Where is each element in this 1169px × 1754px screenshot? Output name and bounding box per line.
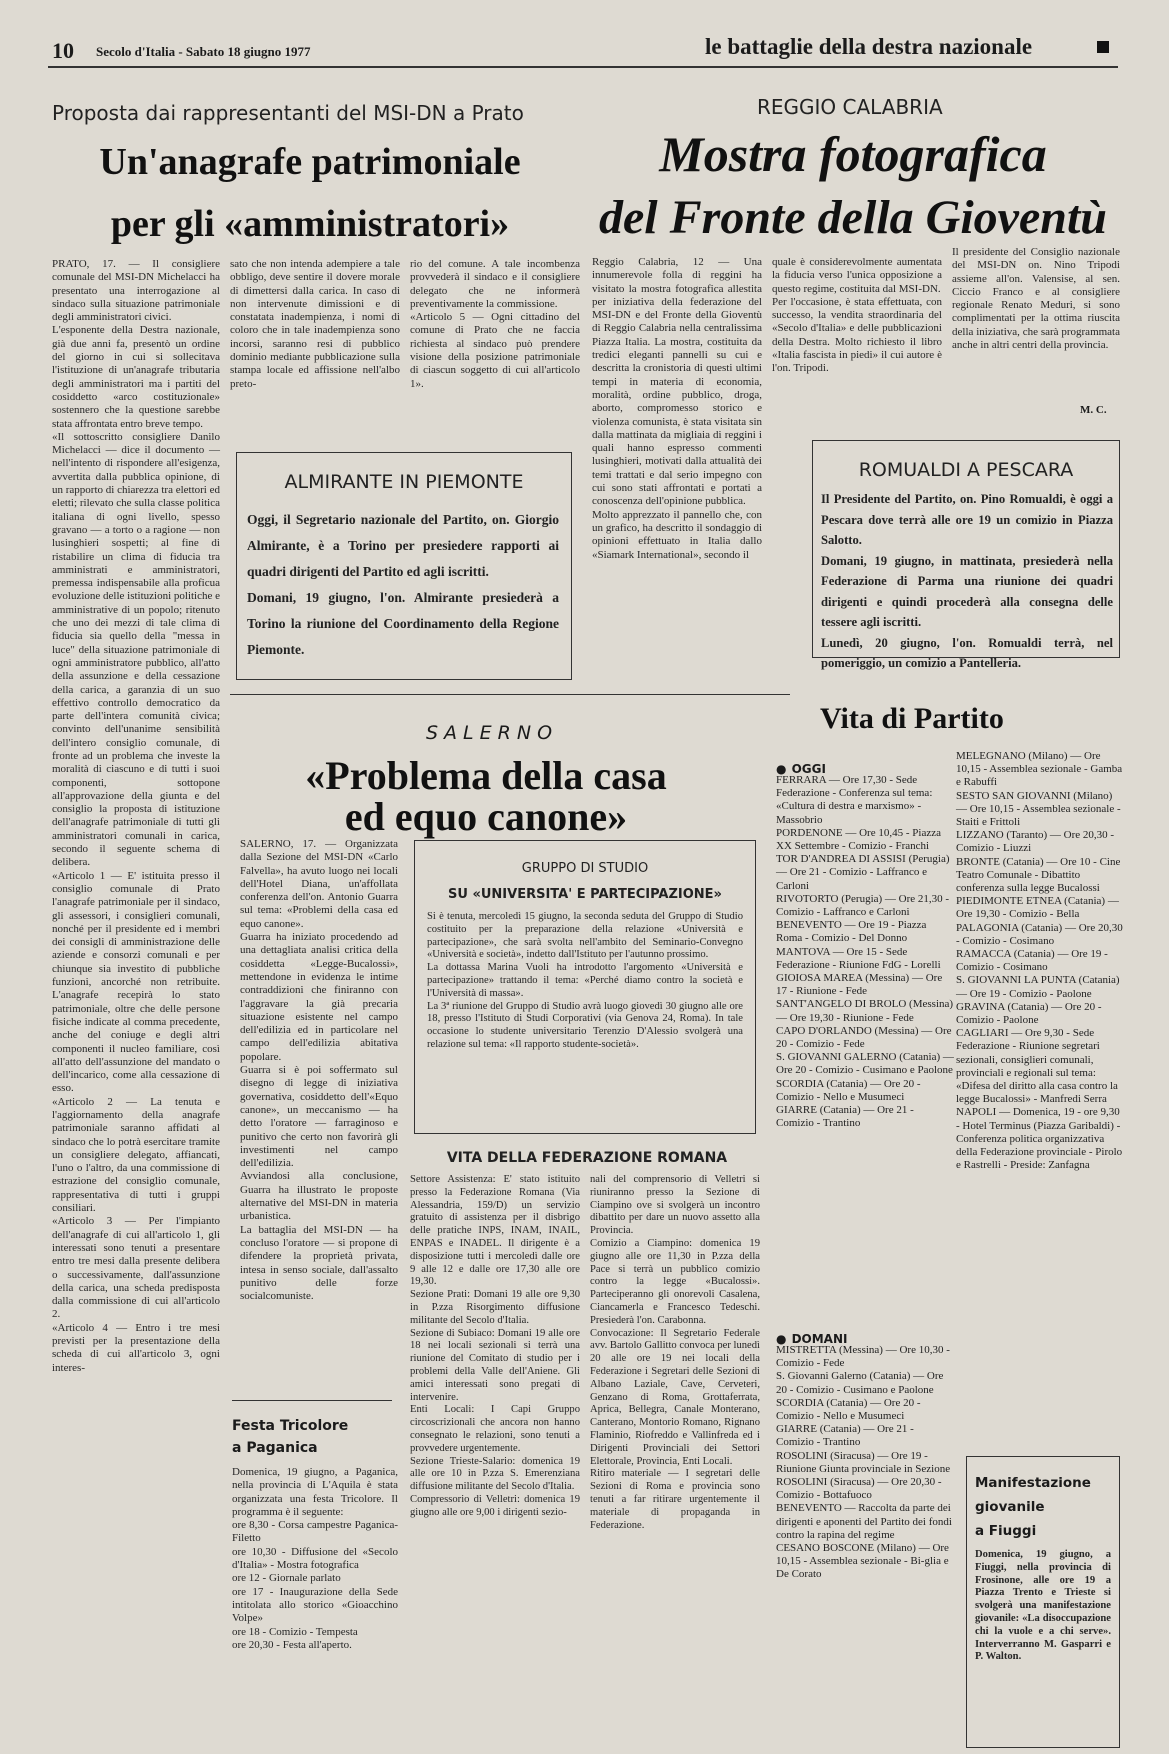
- paper-info: Secolo d'Italia - Sabato 18 giugno 1977: [96, 44, 311, 59]
- salerno-kicker: SALERNO: [426, 722, 559, 744]
- federazione-romana-col2: nali del comprensorio di Velletri si riuniranno presso la Sezione di Ciampino ove si svolgerà un incontro dibattito per dare un nuovo assetto alla Provincia. Comizio a Ciampino: domenica 19 giugno alle ore 11,30 in P.zza della Pace si terrà un pubblico comizio contro la legge «Bucalossi». Parteciperanno gli onorevoli Casalena, Ciancamerla e Francesco Tedeschi. Presiederà l'on. Carabonna. Convocazione: Il Segretario Federale avv. Bartolo Gallitto convoca per lunedì 20 alle ore 19 nei locali della Federazione i Segretari delle Sezioni di Albano Laziale, Cave, Cerveteri, Genzano di Roma, Grottaferrata, Aprica, Bellegra, Canale Monterano, Canterano, Montorio Romano, Rignano Flaminio, Riofreddo e Vallinfreda ed i Dirigenti Provinciali dei Settori Elettorale, Provincia, Enti Locali. Ritiro materiale — I segretari delle Sezioni di Roma e provincia sono tenuti a far ritirare urgentemente il materiale di propaganda in Federazione.: [590, 1174, 760, 1531]
- festa-divider: [232, 1400, 392, 1401]
- reggio-article-col2: quale è considerevolmente aumentata la fiducia verso l'unica opposizione a questo regime, costituita dal MSI-DN. Per l'occasione, è stata effettuata, con successo, la vendita straordinaria del «Secolo d'Italia» e delle pubblicazioni della Destra. Molto richiesto il libro «Italia fascista in piedi» il cui autore è l'on. Tripodi.: [772, 256, 942, 375]
- vita-partito-oggi-list: FERRARA — Ore 17,30 - Sede Federazione - Conferenza sul tema: «Cultura di destra e marxismo» - Massobrio PORDENONE — Ore 10,45 - Piazza XX Settembre - Comizio - Franchi TOR D'ANDREA DI ASSISI (Perugia) — Ore 21 - Comizio - Laffranco e Carloni RIVOTORTO (Perugia) — Ore 21,30 - Comizio - Laffranco e Carloni BENEVENTO — Ore 19 - Piazza Roma - Comizio - Del Donno MANTOVA — Ore 15 - Sede Federazione - Riunione FdG - Lorelli GIOIOSA MAREA (Messina) — Ore 17 - Riunione - Fede SANT'ANGELO DI BROLO (Messina) — Ore 19,30 - Riunione - Fede CAPO D'ORLANDO (Messina) — Ore 20 - Comizio - Fede S. GIOVANNI GALERNO (Catania) — Ore 20 - Comizio - Cusimano e Paolone SCORDIA (Catania) — Ore 20 - Comizio - Nello e Musumeci GIARRE (Catania) — Ore 21 - Comizio - Trantino: [776, 774, 954, 1130]
- fiuggi-body: Domenica, 19 giugno, a Fiuggi, nella provincia di Frosinone, alle ore 19 a Piazza Trento e Trieste si svolgerà una manifestazione giovanile: «La disoccupazione chi la vuole e a chi serve». Interverranno M. Gasparri e P. Walton.: [975, 1549, 1111, 1663]
- prato-article-col1: PRATO, 17. — Il consigliere comunale del MSI-DN Michelacci ha presentato una interrogazione al sindaco sulla situazione patrimoniale degli amministratori civici. L'esponente della Destra nazionale, già due anni fa, presentò un ordine del giorno in cui si sollecitava l'istituzione di un'anagrafe tributaria degli amministratori ma i partiti del cosiddetto «arco costituzionale» sostennero che la questione sarebbe stata affrontata entro breve tempo. «Il sottoscritto consigliere Danilo Michelacci — dice il documento — nell'intento di rispondere all'esigenza, avvertita dalla pubblica opinione, di un rapporto di chiarezza tra elettori ed eletti; rilevato che sulla classe politica italiana di ogni livello, spesso gravano — a torto o a ragione — non lusinghieri sospetti; al fine di ristabilire un clima di fiducia tra amministrati e amministratori, premessa indispensabile alla proficua evoluzione delle istituzioni politiche e amministrative di un popolo; ritenuto che uno dei mezzi di tale clima di fiducia sia quello della "messa in luce" della situazione patrimoniale di ogni amministratore pubblico, all'atto della assunzione e della cessazione della carica, a garanzia di un suo effettivo controllo democratico da parte dell'intera comunità civica; convinto dell'unanime sensibilità dell'intero consiglio comunale, di fronte ad un problema che investe la moralità di ciascuno e di tutti i suoi componenti, sottopone all'approvazione della giunta e del consiglio la proposta di istituzione dell'anagrafe patrimoniale di tutti gli amministratori comunali in carica, secondo il seguente schema di delibera. «Articolo 1 — E' istituita presso il consiglio comunale di Prato l'anagrafe patrimoniale per il sindaco, gli assessori, i consiglieri comunali, nonché per il presidente ed i membri dei consigli di amministrazione delle aziende e consorzi comunali e per chiunque sia investito di pubbliche funzioni, ancorché non retribuite. L'anagrafe recepirà lo stato patrimoniale, oltre che delle persone fisiche indicate al comma precedente, anche del coniuge e degli altri componenti il nucleo familiare, così all'atto dell'assunzione del mandato o dell'incarico, come alla cessazione di esso. «Articolo 2 — La tenuta e l'aggiornamento della anagrafe patrimoniale saranno affidati al sindaco che lo potrà esercitare tramite un consigliere delegato, affiancati, l'uno o l'altro, da una commissione di estrazione del consiglio comunale, rappresentativa di tutti i gruppi consiliari. «Articolo 3 — Per l'impianto dell'anagrafe di cui all'articolo 1, gli interessati sono tenuti a presentare entro tre mesi dalla presente delibera o successivamente, dall'assunzione della carica, una scheda predisposta dalla commissione di cui all'articolo 2. «Articolo 4 — Entro i tre mesi previsti per la presentazione della scheda di cui all'articolo 3, ogni interes-: [52, 258, 221, 1374]
- fiuggi-title3: a Fiuggi: [975, 1523, 1037, 1539]
- fiuggi-title1: Manifestazione: [975, 1475, 1091, 1491]
- fiuggi-box: [966, 1456, 1120, 1748]
- section-title: le battaglie della destra nazionale: [705, 34, 1033, 59]
- reggio-signature: M. C.: [1080, 404, 1107, 416]
- salerno-headline-line1: «Problema della casa: [305, 753, 667, 798]
- oggi-label: OGGI: [791, 762, 826, 776]
- almirante-body: Oggi, il Segretario nazionale del Partito, on. Giorgio Almirante, è a Torino per presiedere rapporti ai quadri dirigenti del Partito ed agli iscritti. Domani, 19 giugno, l'on. Almirante presiederà a Torino la riunione del Coordinamento della Regione Piemonte.: [247, 512, 559, 657]
- gruppo-studio-box: [414, 840, 756, 1134]
- prato-article-col3: rio del comune. A tale incombenza provvederà il sindaco e il consigliere delegato che ne informerà preventivamente la commissione. «Articolo 5 — Ogni cittadino del comune di Prato che ne faccia richiesta al sindaco può prendere visione della posizione patrimoniale di ciascun soggetto di cui all'articolo 1».: [410, 258, 580, 390]
- vita-partito-domani-list: MISTRETTA (Messina) — Ore 10,30 - Comizio - Fede S. Giovanni Galerno (Catania) — Ore 20 - Comizio - Cusimano e Paolone SCORDIA (Catania) — Ore 20 - Comizio - Nello e Musumeci GIARRE (Catania) — Ore 21 - Comizio - Trantino ROSOLINI (Siracusa) — Ore 19 - Riunione Giunta provinciale in Sezione ROSOLINI (Siracusa) — Ore 20,30 - Comizio - Bottafuoco BENEVENTO — Raccolta da parte dei dirigenti e aponenti del Partito dei fondi contro la rapina del regime CESANO BOSCONE (Milano) — Ore 10,15 - Assemblea sezionale - Bi-glia e De Corato: [776, 1344, 952, 1581]
- federazione-romana-title: VITA DELLA FEDERAZIONE ROMANA: [446, 1150, 728, 1166]
- fiuggi-title2: giovanile: [975, 1499, 1045, 1515]
- gruppo-studio-body: Si è tenuta, mercoledì 15 giugno, la seconda seduta del Gruppo di Studio costituito per la preparazione della relazione «Università e partecipazione», che sarà svolta nell'ambito del Seminario-Convegno «Università e società», indetto dall'Istituto per l'autunno prossimo. La dottassa Marina Vuoli ha introdotto l'argomento «Università e partecipazione» trattando il tema: «Perché diamo contro la società e l'Università di massa». La 3ª riunione del Gruppo di Studio avrà luogo giovedì 30 giugno alle ore 18, presso l'Istituto di Studi Corporativi (via Genova 24, Roma). In tale occasione lo studente universitario Terenzio D'Alessio svolgerà una relazione sul tema: «Il rapporto studente-società».: [427, 911, 743, 1050]
- page-number: 10: [52, 38, 74, 63]
- festa-title-line1: Festa Tricolore: [232, 1418, 349, 1434]
- bullet-icon: ●: [776, 762, 787, 776]
- almirante-title: ALMIRANTE IN PIEMONTE: [284, 471, 524, 493]
- prato-kicker: Proposta dai rappresentanti del MSI-DN a Prato: [52, 101, 524, 125]
- reggio-kicker: REGGIO CALABRIA: [757, 95, 943, 119]
- reggio-article-col3: Il presidente del Consiglio nazionale del MSI-DN on. Nino Tripodi assieme all'on. Valensise, al sen. Ciccio Franco e al consigliere regionale Renato Meduri, si sono complimentati per la ottima riuscita della iniziativa, che sarà programmata anche in altri centri della provincia.: [952, 246, 1120, 352]
- festa-body: Domenica, 19 giugno, a Paganica, nella provincia di L'Aquila è stata organizzata una festa Tricolore. Il programma è il seguente: ore 8,30 - Corsa campestre Paganica-Filetto ore 10,30 - Diffusione del «Secolo d'Italia» - Mostra fotografica ore 12 - Giornale parlato ore 17 - Inaugurazione della Sede intitolata allo storico «Gioacchino Volpe» ore 18 - Comizio - Tempesta ore 20,30 - Festa all'aperto.: [232, 1466, 398, 1651]
- festa-title-line2: a Paganica: [232, 1440, 318, 1456]
- section-divider: [230, 694, 790, 695]
- prato-headline-line1: Un'anagrafe patrimoniale: [99, 141, 521, 183]
- vita-partito-col2-list: MELEGNANO (Milano) — Ore 10,15 - Assemblea sezionale - Gamba e Rabuffi SESTO SAN GIOVANNI (Milano) — Ore 10,15 - Assemblea sezionale - Staiti e Frittoli LIZZANO (Taranto) — Ore 20,30 - Comizio - Liuzzi BRONTE (Catania) — Ore 10 - Cine Teatro Comunale - Dibattito conferenza sulla legge Bucalossi PIEDIMONTE ETNEA (Catania) — Ore 19,30 - Comizio - Bella PALAGONIA (Catania) — Ore 20,30 - Comizio - Cosimano RAMACCA (Catania) — Ore 19 - Comizio - Cosimano S. GIOVANNI LA PUNTA (Catania) — Ore 19 - Comizio - Paolone GRAVINA (Catania) — Ore 20 - Comizio - Paolone CAGLIARI — Ore 9,30 - Sede Federazione - Riunione segretari sezionali, consiglieri comunali, provinciali e regionali sul tema: «Difesa del diritto alla casa contro la legge Bucalossi» - Manfredi Serra NAPOLI — Domenica, 19 - ore 9,30 - Hotel Terminus (Piazza Garibaldi) - Conferenza politica organizzativa della Federazione provinciale - Pirolo e Rastrelli - Preside: Zanfagna: [956, 750, 1123, 1172]
- gruppo-studio-title1: GRUPPO DI STUDIO: [521, 861, 649, 876]
- gruppo-studio-title2: SU «UNIVERSITA' E PARTECIPAZIONE»: [448, 887, 722, 902]
- bullet-icon: ●: [776, 1332, 787, 1346]
- vita-partito-title: Vita di Partito: [820, 702, 1004, 735]
- section-marker-square-icon: [1097, 41, 1109, 53]
- prato-article-col2: sato che non intenda adempiere a tale obbligo, deve sentire il dovere morale di dimettersi dalla carica. In caso di non intervenute dimissioni e di constatata inadempienza, i nomi di coloro che in tale inadempienza sono incorsi, saranno resi di pubblico dominio mediante pubblicazione sulla stampa locale ed affissione nell'albo preto-: [230, 258, 400, 390]
- almirante-box: [236, 452, 572, 680]
- romualdi-body: Il Presidente del Partito, on. Pino Romualdi, è oggi a Pescara dove terrà alle ore 19 un comizio in Piazza Salotto. Domani, 19 giugno, in mattinata, presiederà nella Federazione di Parma una riunione dei quadri dirigenti e quindi procederà alla consegna delle tessere agli iscritti. Lunedì, 20 giugno, l'on. Romualdi terrà, nel pomeriggio, un comizio a Pantelleria.: [821, 492, 1113, 670]
- header-rule: [48, 66, 1118, 68]
- prato-headline-line2: per gli «amministratori»: [110, 203, 510, 245]
- salerno-headline-line2: ed equo canone»: [344, 794, 628, 839]
- salerno-article: SALERNO, 17. — Organizzata dalla Sezione del MSI-DN «Carlo Falvella», ha avuto luogo nei locali dell'Hotel Diana, un'affollata conferenza dell'on. Antonio Guarra sul tema: «Problemi della casa ed equo canone». Guarra ha iniziato procedendo ad una dettagliata analisi critica della cosiddetta «Legge-Bucalossi», mettendone in evidenza le intime contraddizioni che finiranno con l'aggravare la già precaria situazione esistente nel campo dell'edilizia ed in particolare nel campo dell'edilizia abitativa popolare. Guarra si è poi soffermato sul disegno di legge di iniziativa governativa, cosiddetto dell'«Equo canone», un meccanismo — ha detto l'oratore — farraginoso e punitivo che certo non favorirà gli investimenti nel campo dell'edilizia. Avviandosi alla conclusione, Guarra ha illustrato le proposte alternative del MSI-DN in materia urbanistica. La battaglia del MSI-DN — ha concluso l'oratore — si propone di difendere la proprietà privata, intesa in senso sociale, dall'assalto punitivo delle forze socialcomuniste.: [240, 838, 398, 1303]
- reggio-headline-line2: del Fronte della Gioventù: [599, 191, 1107, 244]
- romualdi-title: ROMUALDI A PESCARA: [858, 459, 1074, 481]
- domani-label: DOMANI: [791, 1332, 848, 1346]
- reggio-headline-line1: Mostra fotografica: [659, 126, 1047, 182]
- federazione-romana-col1: Settore Assistenza: E' stato istituito presso la Federazione Romana (Via Alessandria, 159/D) un servizio gratuito di assistenza per il disbrigo delle pratiche INPS, INAM, INAIL, ENPAS e INADEL. Il dirigente è a disposizione tutti i mercoledì dalle ore 9 alle 12 e dalle ore 17,30 alle ore 19,30. Sezione Prati: Domani 19 alle ore 9,30 in P.zza Risorgimento diffusione militante del Secolo d'Italia. Sezione di Subiaco: Domani 19 alle ore 18 nei locali sezionali si terrà una riunione del Comitato di studio per i problemi della Valle dell'Aniene. Gli amici interessati sono pregati di intervenire. Enti Locali: I Capi Gruppo circoscrizionali che ancora non hanno consegnato le relazioni, sono tenuti a provvedere urgentemente. Sezione Trieste-Salario: domenica 19 alle ore 10 in P.zza S. Emerenziana diffusione militante del Secolo d'Italia. Compressorio di Velletri: domenica 19 giugno alle ore 9,00 i dirigenti sezio-: [410, 1174, 580, 1518]
- romualdi-box: [812, 440, 1120, 670]
- reggio-article-col1: Reggio Calabria, 12 — Una innumerevole folla di reggini ha visitato la mostra fotografica allestita per iniziativa della federazione del MSI-DN e del Fronte della Gioventù di Reggio Calabria nella centralissima Piazza Italia. La mostra, costituita da tredici eleganti pannelli su cui e descritta la cronistoria di questi ultimi tempi in materia di economia, moralità, ordine pubblico, droga, aborto, compromesso storico e violenza comunista, è stata visitata sin dalla mattinata da migliaia di reggini i quali hanno espresso commenti lusinghieri, motivati dalla attualità dei temi trattati e dal serio impegno con cui sono stati affrontati e portati a conoscenza dell'opinione pubblica. Molto apprezzato il pannello che, con un grafico, ha descritto il sondaggio di opinioni effettuato in Italia dallo «Siamark International», secondo il: [592, 256, 762, 561]
